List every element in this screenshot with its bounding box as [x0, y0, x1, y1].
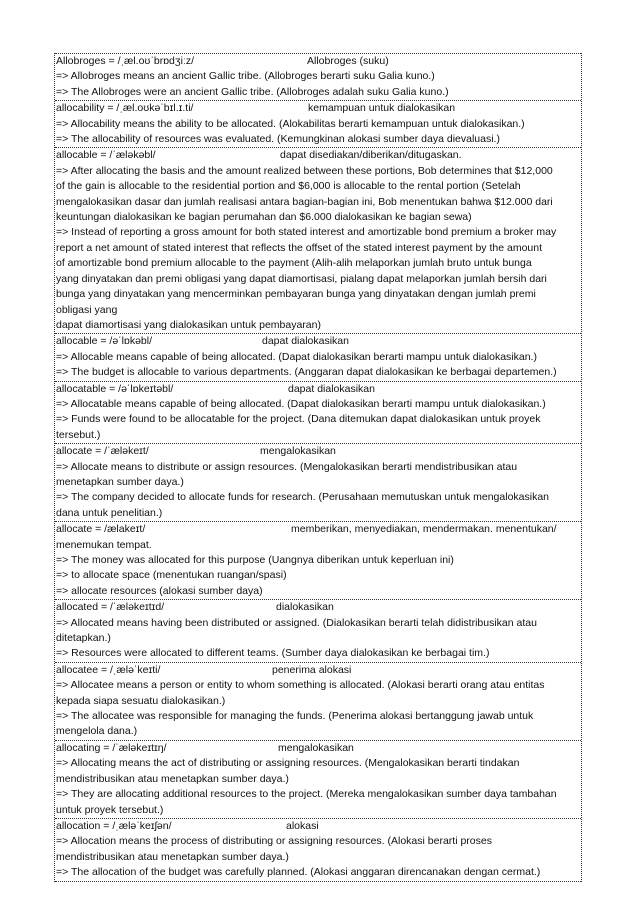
headword: allocated = /ˈæləkeɪtɪd/ [56, 601, 165, 614]
translation: mengalokasikan [260, 445, 336, 458]
entry-line: => The money was allocated for this purpose (Uangnya diberikan untuk keperluan ini) [56, 554, 454, 566]
headword: Allobroges = /ˌæl.oʊˈbrɒdʒiːz/ [56, 55, 195, 67]
entry-headword-row [55, 443, 581, 459]
entry-line: keuntungan dialokasikan ke bagian perumahan dan $6.000 dialokasikan ke bagian sewa) [56, 211, 472, 224]
headword: allocatee = /ˌæləˈkeɪti/ [56, 663, 161, 676]
entry-line: => to allocate space (menentukan ruangan/spasi) [56, 569, 287, 582]
entry-line: => Allocable means capable of being allocated. (Dapat dialokasikan berarti mampu untuk dialokasikan.) [56, 350, 537, 363]
dictionary-entry-allocated [55, 599, 581, 662]
entry-line: menemukan tempat. [56, 538, 152, 551]
entry-line: => Instead of reporting a gross amount for both stated interest and amortizable bond premium a broker may [56, 226, 557, 239]
entry-line: kepada siapa sesuatu dialokasikan.) [56, 694, 226, 707]
entry-line: => Funds were found to be allocatable for the project. (Dana ditemukan dapat dialokasikan untuk proyek [56, 413, 541, 426]
entry-line: of the gain is allocable to the residential portion and $6,000 is allocable to the rental portion (Setelah [56, 180, 521, 193]
dictionary-entry-allocating [55, 740, 581, 818]
entry-line: => The budget is allocable to various departments. (Anggaran dapat dialokasikan ke berbagai departemen.) [56, 366, 557, 379]
entry-line: obligasi yang [56, 303, 118, 316]
entry-line: => Allocatee means a person or entity to whom something is allocated. (Alokasi berarti orang atau entitas [56, 679, 545, 692]
translation: mengalokasikan [278, 741, 354, 754]
entry-line: mendistribusikan atau menetapkan sumber daya.) [56, 850, 289, 863]
entry-headword-row [55, 333, 581, 349]
entry-line: tersebut.) [56, 428, 101, 441]
dictionary-entry-allocable-1 [55, 147, 581, 333]
dictionary-entry-allocatee [55, 662, 581, 740]
entry-line: mendistribusikan atau menetapkan sumber daya.) [56, 772, 289, 785]
translation: dapat dialokasikan [262, 335, 349, 348]
entry-headword-row [55, 54, 581, 69]
headword: allocate = /ælakeɪt/ [56, 523, 146, 536]
dictionary-entry-allocatable [55, 381, 581, 444]
dictionary-entry-allobroges [55, 53, 581, 100]
entry-headword-row [55, 740, 581, 756]
translation: memberikan, menyediakan, mendermakan. menentukan/ [291, 523, 557, 536]
entry-line: => The Allobroges were an ancient Gallic tribe. (Allobroges adalah suku Galia kuno.) [56, 85, 449, 98]
entry-headword-row [55, 100, 581, 116]
entry-line: mengalokasikan dasar dan jumlah realisasi antara bagian-bagian ini, Bob menentukan bahwa $12.000 dari [56, 195, 553, 208]
entry-line: report a net amount of stated interest that reflects the offset of the stated interest payment by the amount [56, 241, 543, 254]
dictionary-table [54, 53, 582, 882]
entry-line: => They are allocating additional resources to the project. (Mereka mengalokasikan sumber daya tambahan [56, 788, 557, 801]
entry-line: menetapkan sumber daya.) [56, 475, 184, 488]
entry-line: => The company decided to allocate funds for research. (Perusahaan memutuskan untuk mengalokasikan [56, 491, 550, 504]
entry-line: => Allocability means the ability to be allocated. (Alokabilitas berarti kemampuan untuk dialokasikan.) [56, 117, 525, 130]
entry-line: bunga yang dinyatakan yang mencerminkan pembayaran bunga yang dinyatakan dengan jumlah premi [56, 288, 536, 301]
translation: penerima alokasi [272, 663, 352, 676]
headword: allocation = /ˌæləˈkeɪʃən/ [56, 819, 172, 832]
headword: allocable = /əˈlɒkəbl/ [56, 335, 153, 348]
entry-line: => Allocatable means capable of being allocated. (Dapat dialokasikan berarti mampu untuk dialokasikan.) [56, 397, 546, 410]
entry-headword-row [55, 521, 581, 537]
dictionary-entry-allocation [55, 818, 581, 882]
translation: kemampuan untuk dialokasikan [308, 102, 456, 115]
entry-line: => allocate resources (alokasi sumber daya) [56, 584, 263, 597]
headword: allocable = /ˈæləkəbl/ [56, 149, 156, 162]
entry-line: => The allocatee was responsible for managing the funds. (Penerima alokasi bertanggung jawab untuk [56, 710, 534, 723]
entry-line: => Allocating means the act of distributing or assigning resources. (Mengalokasikan berarti tindakan [56, 757, 520, 770]
translation: Allobroges (suku) [307, 55, 389, 67]
entry-line: mengelola dana.) [56, 725, 138, 738]
entry-line: dapat diamortisasi yang dialokasikan untuk pembayaran) [56, 318, 321, 331]
entry-line: => Allocate means to distribute or assign resources. (Mengalokasikan berarti mendistribusikan atau [56, 460, 518, 473]
entry-line: dana untuk penelitian.) [56, 506, 163, 519]
entry-line: => Allobroges means an ancient Gallic tribe. (Allobroges berarti suku Galia kuno.) [56, 70, 435, 83]
translation: alokasi [286, 819, 319, 832]
entry-line: untuk proyek tersebut.) [56, 803, 164, 816]
entry-line: => Allocated means having been distributed or assigned. (Dialokasikan berarti telah didistribusikan atau [56, 616, 537, 629]
entry-line: => Allocation means the process of distributing or assigning resources. (Alokasi berarti proses [56, 835, 492, 848]
entry-headword-row [55, 818, 581, 834]
dictionary-entry-allocate-1 [55, 443, 581, 521]
translation: dapat dialokasikan [288, 382, 375, 395]
translation: dialokasikan [276, 601, 334, 614]
headword: allocating = /ˈæləkeɪtɪŋ/ [56, 741, 167, 754]
dictionary-entry-allocability [55, 100, 581, 147]
entry-line: => The allocability of resources was evaluated. (Kemungkinan alokasi sumber daya dievaluasi.) [56, 133, 500, 146]
headword: allocability = /ˌæl.oʊkəˈbɪl.ɪ.ti/ [56, 102, 194, 115]
entry-line: => The allocation of the budget was carefully planned. (Alokasi anggaran direncanakan dengan cermat.) [56, 866, 541, 879]
entry-headword-row [55, 662, 581, 678]
entry-headword-row [55, 381, 581, 397]
entry-line: ditetapkan.) [56, 632, 111, 645]
entry-line: of amortizable bond premium allocable to the payment (Alih-alih melaporkan jumlah bruto untuk bunga [56, 257, 532, 270]
dictionary-entry-allocable-2 [55, 333, 581, 380]
entry-headword-row [55, 147, 581, 163]
headword: allocate = /ˈæləkeɪt/ [56, 445, 149, 458]
entry-line: yang dinyatakan dan premi obligasi yang dapat diamortisasi, pialang dapat melaporkan jumlah bersih dari [56, 272, 547, 285]
translation: dapat disediakan/diberikan/ditugaskan. [280, 149, 462, 162]
headword: allocatable = /əˈlɒkeɪtəbl/ [56, 382, 174, 395]
dictionary-entry-allocate-2 [55, 521, 581, 599]
entry-line: => Resources were allocated to different teams. (Sumber daya dialokasikan ke berbagai tim.) [56, 647, 490, 660]
entry-line: => After allocating the basis and the amount realized between these portions, Bob determines that $12,000 [56, 164, 553, 177]
entry-headword-row [55, 599, 581, 615]
